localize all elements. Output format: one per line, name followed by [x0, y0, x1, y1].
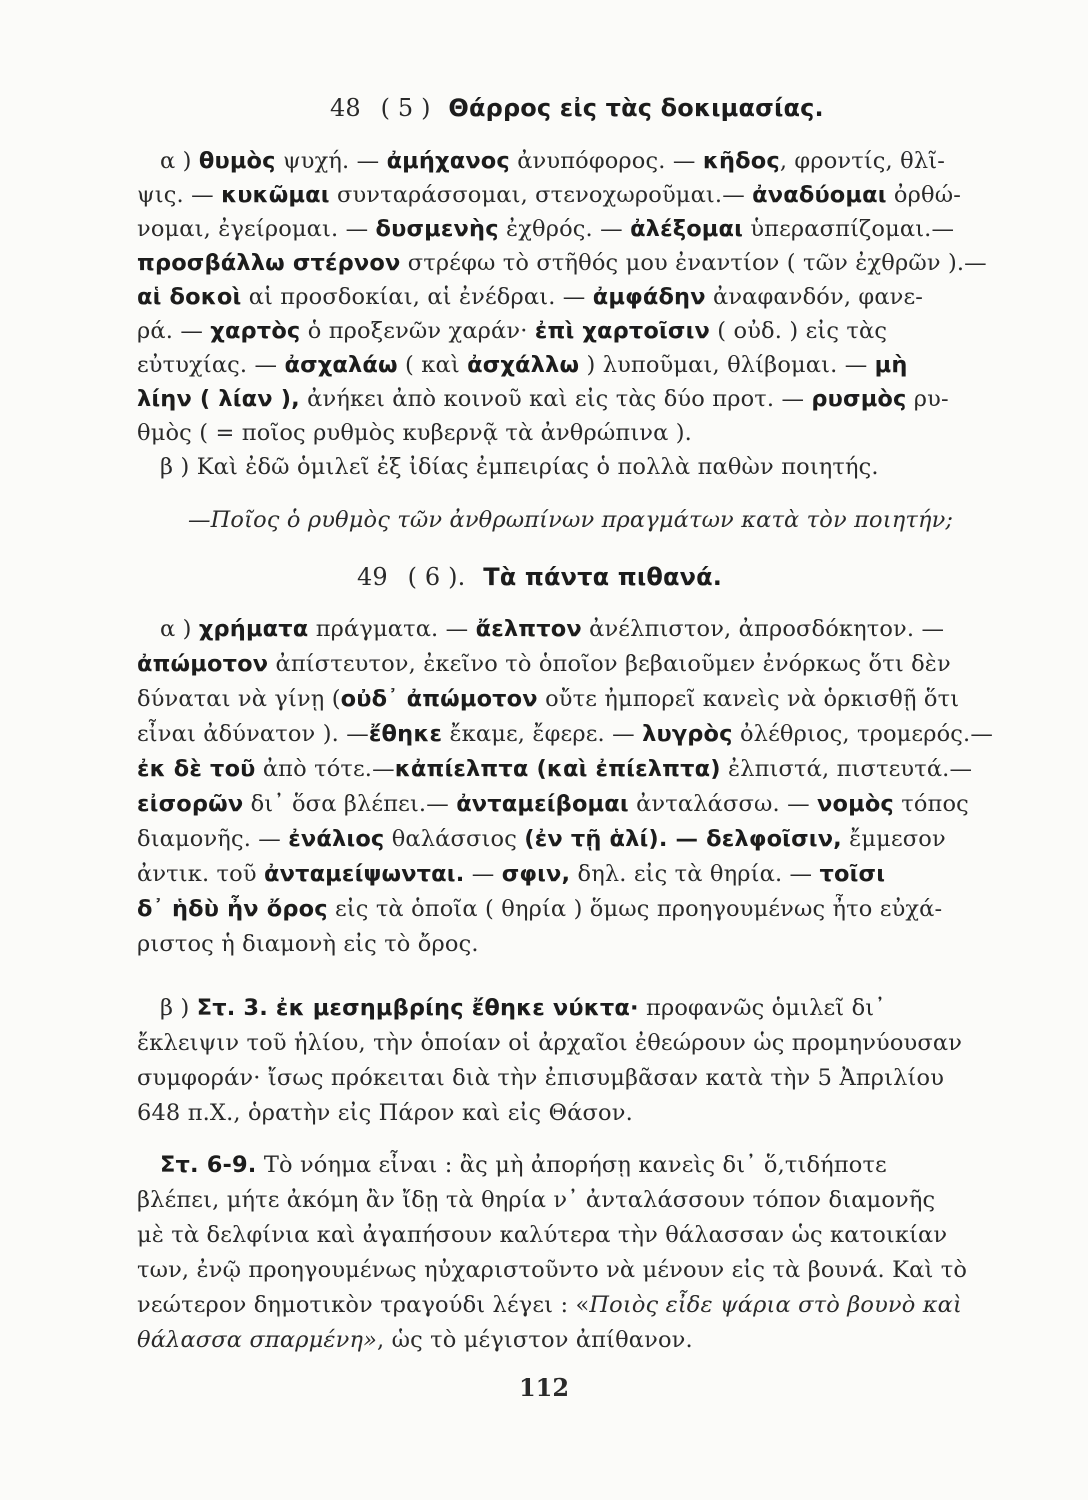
question-line — [188, 505, 1060, 535]
text-run: νομαι, ἐγείρομαι. — — [137, 216, 376, 242]
text-run: ρά. — — [137, 318, 211, 344]
bold-term: νομὸς — [817, 791, 894, 817]
bold-term: μὴ — [874, 352, 908, 378]
text-run: ἀναφανδόν, φανε- — [705, 284, 924, 310]
text-line — [137, 1255, 1009, 1285]
text-run: θμὸς ( = ποῖος ρυθμὸς κυβερνᾷ τὰ ἀνθρώπινα ). — [137, 420, 692, 446]
bold-term: θυμὸς — [198, 148, 276, 174]
text-run: ὀλέθριος, τρομερός.— — [732, 721, 993, 747]
text-run: θαλάσσιος — [384, 826, 525, 852]
text-run: ἔκλειψιν τοῦ ἡλίου, τὴν ὁποίαν οἱ ἀρχαῖοι ἐθεώρουν ὡς προμηνύουσαν — [137, 1030, 963, 1056]
text-line — [137, 684, 1009, 714]
text-run: οὔτε ἠμπορεῖ κανεὶς νὰ ὁρκισθῇ ὅτι — [537, 686, 960, 712]
text-run: αἱ προσδοκίαι, αἱ ἐνέδραι. — — [241, 284, 593, 310]
text-run: μὲ τὰ δελφίνια καὶ ἀγαπήσουν καλύτερα τὴν θάλασσαν ὡς κατοικίαν — [137, 1222, 948, 1248]
text-run: ἔμμεσον — [841, 826, 946, 852]
bold-term: Στ. 6-9. — [160, 1152, 257, 1178]
bold-term: εἰσορῶν — [137, 791, 244, 817]
text-run: 648 π.Χ., ὁρατὴν εἰς Πάρον καὶ εἰς Θάσον. — [137, 1100, 633, 1126]
bold-term: χρήματα — [198, 616, 309, 642]
section-heading-49 — [357, 562, 1088, 592]
section-heading-48 — [330, 93, 1088, 123]
bold-term: αἱ δοκοὶ — [137, 284, 242, 310]
text-run: εὐτυχίας. — — [137, 352, 285, 378]
bold-term: ἀνταμείψωνται. — [263, 861, 465, 887]
text-line — [137, 789, 1009, 819]
text-line — [137, 754, 1009, 784]
bold-term: δ᾽ ἡδὺ ἦν ὄρος — [137, 896, 328, 922]
text-line — [160, 614, 1032, 644]
bold-term: χαρτὸς — [210, 318, 301, 344]
bold-term: ἀνταμείβομαι — [456, 791, 629, 817]
page-number: 112 — [518, 1373, 570, 1402]
text-line — [137, 824, 1009, 854]
text-run: Τὸ νόημα εἶναι : ἂς μὴ ἀπορήσῃ κανεὶς δι᾽ ὅ,τιδήποτε — [256, 1152, 887, 1178]
text-run: ( καὶ — [397, 352, 468, 378]
bold-term: λυγρὸς — [642, 721, 733, 747]
text-line — [137, 384, 1009, 414]
section-number: 48 — [330, 94, 361, 122]
italic-text: θάλασσα σπαρμένη» — [137, 1327, 377, 1353]
text-line — [137, 1290, 1009, 1320]
bold-term: ἄελπτον — [475, 616, 582, 642]
bold-term: κἀπίελπτα (καὶ ἐπίελπτα) — [394, 756, 721, 782]
text-line — [137, 1098, 1009, 1128]
text-line — [137, 1028, 1009, 1058]
bold-term: τοῖσι — [819, 861, 886, 887]
text-run: ρυ- — [906, 386, 949, 412]
bold-term: δυσμενὴς — [375, 216, 499, 242]
text-run: δηλ. εἰς τὰ θηρία. — — [570, 861, 820, 887]
section-title: Θάρρος εἰς τὰς δοκιμασίας. — [448, 94, 824, 122]
text-line — [137, 929, 1009, 959]
text-run: , φροντίς, θλῖ- — [779, 148, 945, 174]
text-run: ἐλπιστά, πιστευτά.— — [720, 756, 973, 782]
text-run: πράγματα. — — [308, 616, 476, 642]
text-line — [137, 350, 1009, 380]
text-line — [160, 452, 1032, 482]
text-line — [137, 1220, 1009, 1250]
text-run: — — [464, 861, 502, 887]
text-run: ἀπίστευτον, ἐκεῖνο τὸ ὁποῖον βεβαιοῦμεν ἐνόρκως ὅτι δὲν — [268, 651, 951, 677]
text-run: ἀνταλάσσω. — — [628, 791, 818, 817]
bold-term: ἀλέξομαι — [630, 216, 744, 242]
italic-text: —Ποῖος ὁ ρυθμὸς τῶν ἀνθρωπίνων πραγμάτων κατὰ τὸν ποιητήν; — [188, 507, 954, 533]
bold-term: ρυσμὸς — [811, 386, 907, 412]
text-run: α ) — [160, 616, 199, 642]
text-run: ὁ προξενῶν χαράν· — [300, 318, 535, 344]
text-run: ψυχή. — — [275, 148, 387, 174]
text-run: διαμονῆς. — — [137, 826, 289, 852]
text-run: συνταράσσομαι, στενοχωροῦμαι.— — [329, 182, 753, 208]
text-run: τόπος — [893, 791, 969, 817]
bold-term: ἐνάλιος — [288, 826, 385, 852]
text-run: εἶναι ἀδύνατον ). — — [137, 721, 369, 747]
text-line — [137, 894, 1009, 924]
text-line — [137, 859, 1009, 889]
bold-term: κυκῶμαι — [221, 182, 330, 208]
text-run: ὀρθώ- — [886, 182, 961, 208]
text-run: ἀντικ. τοῦ — [137, 861, 264, 887]
bold-term: ἀσχάλλω — [467, 352, 580, 378]
text-line — [137, 248, 1009, 278]
text-run: βλέπει, μήτε ἀκόμη ἂν ἴδῃ τὰ θηρία ν᾽ ἀνταλάσσουν τόπον διαμονῆς — [137, 1187, 936, 1213]
text-line — [137, 316, 1009, 346]
bold-term: σφιν, — [501, 861, 571, 887]
bold-term: ἀπώμοτον — [137, 651, 269, 677]
text-run: νεώτερον δημοτικὸν τραγούδι λέγει : « — [137, 1292, 590, 1318]
bold-term: ἐπὶ χαρτοῖσιν — [534, 318, 710, 344]
text-line — [160, 1150, 1032, 1180]
section-title: Τὰ πάντα πιθανά. — [483, 563, 723, 591]
text-line — [160, 146, 1032, 176]
bold-term: οὐδ᾽ ἀπώμοτον — [340, 686, 538, 712]
text-run: ψις. — — [137, 182, 222, 208]
text-run: ) λυποῦμαι, θλίβομαι. — — [579, 352, 875, 378]
text-run: προφανῶς ὁμιλεῖ δι᾽ — [638, 995, 886, 1021]
section-subnumber: ( 5 ) — [380, 94, 431, 122]
bold-term: ἀμήχανος — [386, 148, 510, 174]
bold-term: ἐκ δὲ τοῦ — [137, 756, 256, 782]
text-line — [160, 993, 1032, 1023]
text-run: ἀνέλπιστον, ἀπροσδόκητον. — — [581, 616, 945, 642]
text-run: ριστος ἡ διαμονὴ εἰς τὸ ὄρος. — [137, 931, 479, 957]
text-line — [137, 214, 1009, 244]
bold-term: (ἐν τῇ ἁλί). — δελφοῖσιν, — [524, 826, 842, 852]
bold-term: ἔθηκε — [368, 721, 443, 747]
text-run: , ὡς τὸ μέγιστον ἀπίθανον. — [377, 1327, 693, 1353]
text-run: ἔκαμε, ἔφερε. — — [442, 721, 643, 747]
text-line — [137, 180, 1009, 210]
text-run: στρέφω τὸ στῆθός μου ἐναντίον ( τῶν ἐχθρῶν ).— — [400, 250, 987, 276]
bold-term: λίην ( λίαν ), — [137, 386, 300, 412]
text-run: εἰς τὰ ὁποῖα ( θηρία ) ὅμως προηγουμένως ἦτο εὐχά- — [327, 896, 943, 922]
text-run: β ) Καὶ ἐδῶ ὁμιλεῖ ἐξ ἰδίας ἐμπειρίας ὁ πολλὰ παθὼν ποιητής. — [160, 454, 879, 480]
text-run: ( οὐδ. ) εἰς τὰς — [709, 318, 888, 344]
text-run: των, ἐνῷ προηγουμένως ηὐχαριστοῦντο νὰ μένουν εἰς τὰ βουνά. Καὶ τὸ — [137, 1257, 968, 1283]
section-subnumber: ( 6 ). — [407, 563, 466, 591]
bold-term: Στ. 3. ἐκ μεσημβρίης ἔθηκε νύκτα· — [196, 995, 639, 1021]
text-line — [137, 1063, 1009, 1093]
bold-term: ἀναδύομαι — [752, 182, 887, 208]
bold-term: ἀσχαλάω — [284, 352, 398, 378]
section-number: 49 — [357, 563, 388, 591]
text-run: συμφοράν· ἴσως πρόκειται διὰ τὴν ἐπισυμβᾶσαν κατὰ τὴν 5 Ἀπριλίου — [137, 1065, 945, 1091]
text-run: α ) — [160, 148, 199, 174]
text-run: ἐχθρός. — — [498, 216, 631, 242]
bold-term: προσβάλλω στέρνον — [137, 250, 401, 276]
text-line — [137, 1325, 1009, 1355]
text-line — [137, 282, 1009, 312]
bold-term: ἀμφάδην — [592, 284, 706, 310]
bold-term: κῆδος — [702, 148, 780, 174]
text-run: ἀνήκει ἀπὸ κοινοῦ καὶ εἰς τὰς δύο προτ. — — [299, 386, 812, 412]
text-line — [137, 649, 1009, 679]
text-line — [137, 1185, 1009, 1215]
text-run: δι᾽ ὅσα βλέπει.— — [243, 791, 457, 817]
text-run: ἀπὸ τότε.— — [255, 756, 395, 782]
text-line — [137, 418, 1009, 448]
text-run: ὑπερασπίζομαι.— — [743, 216, 955, 242]
text-run: δύναται νὰ γίνῃ ( — [137, 686, 341, 712]
text-run: β ) — [160, 995, 197, 1021]
text-line — [137, 719, 1009, 749]
text-run: ἀνυπόφορος. — — [509, 148, 703, 174]
italic-text: Ποιὸς εἶδε ψάρια στὸ βουνὸ καὶ — [589, 1292, 962, 1318]
